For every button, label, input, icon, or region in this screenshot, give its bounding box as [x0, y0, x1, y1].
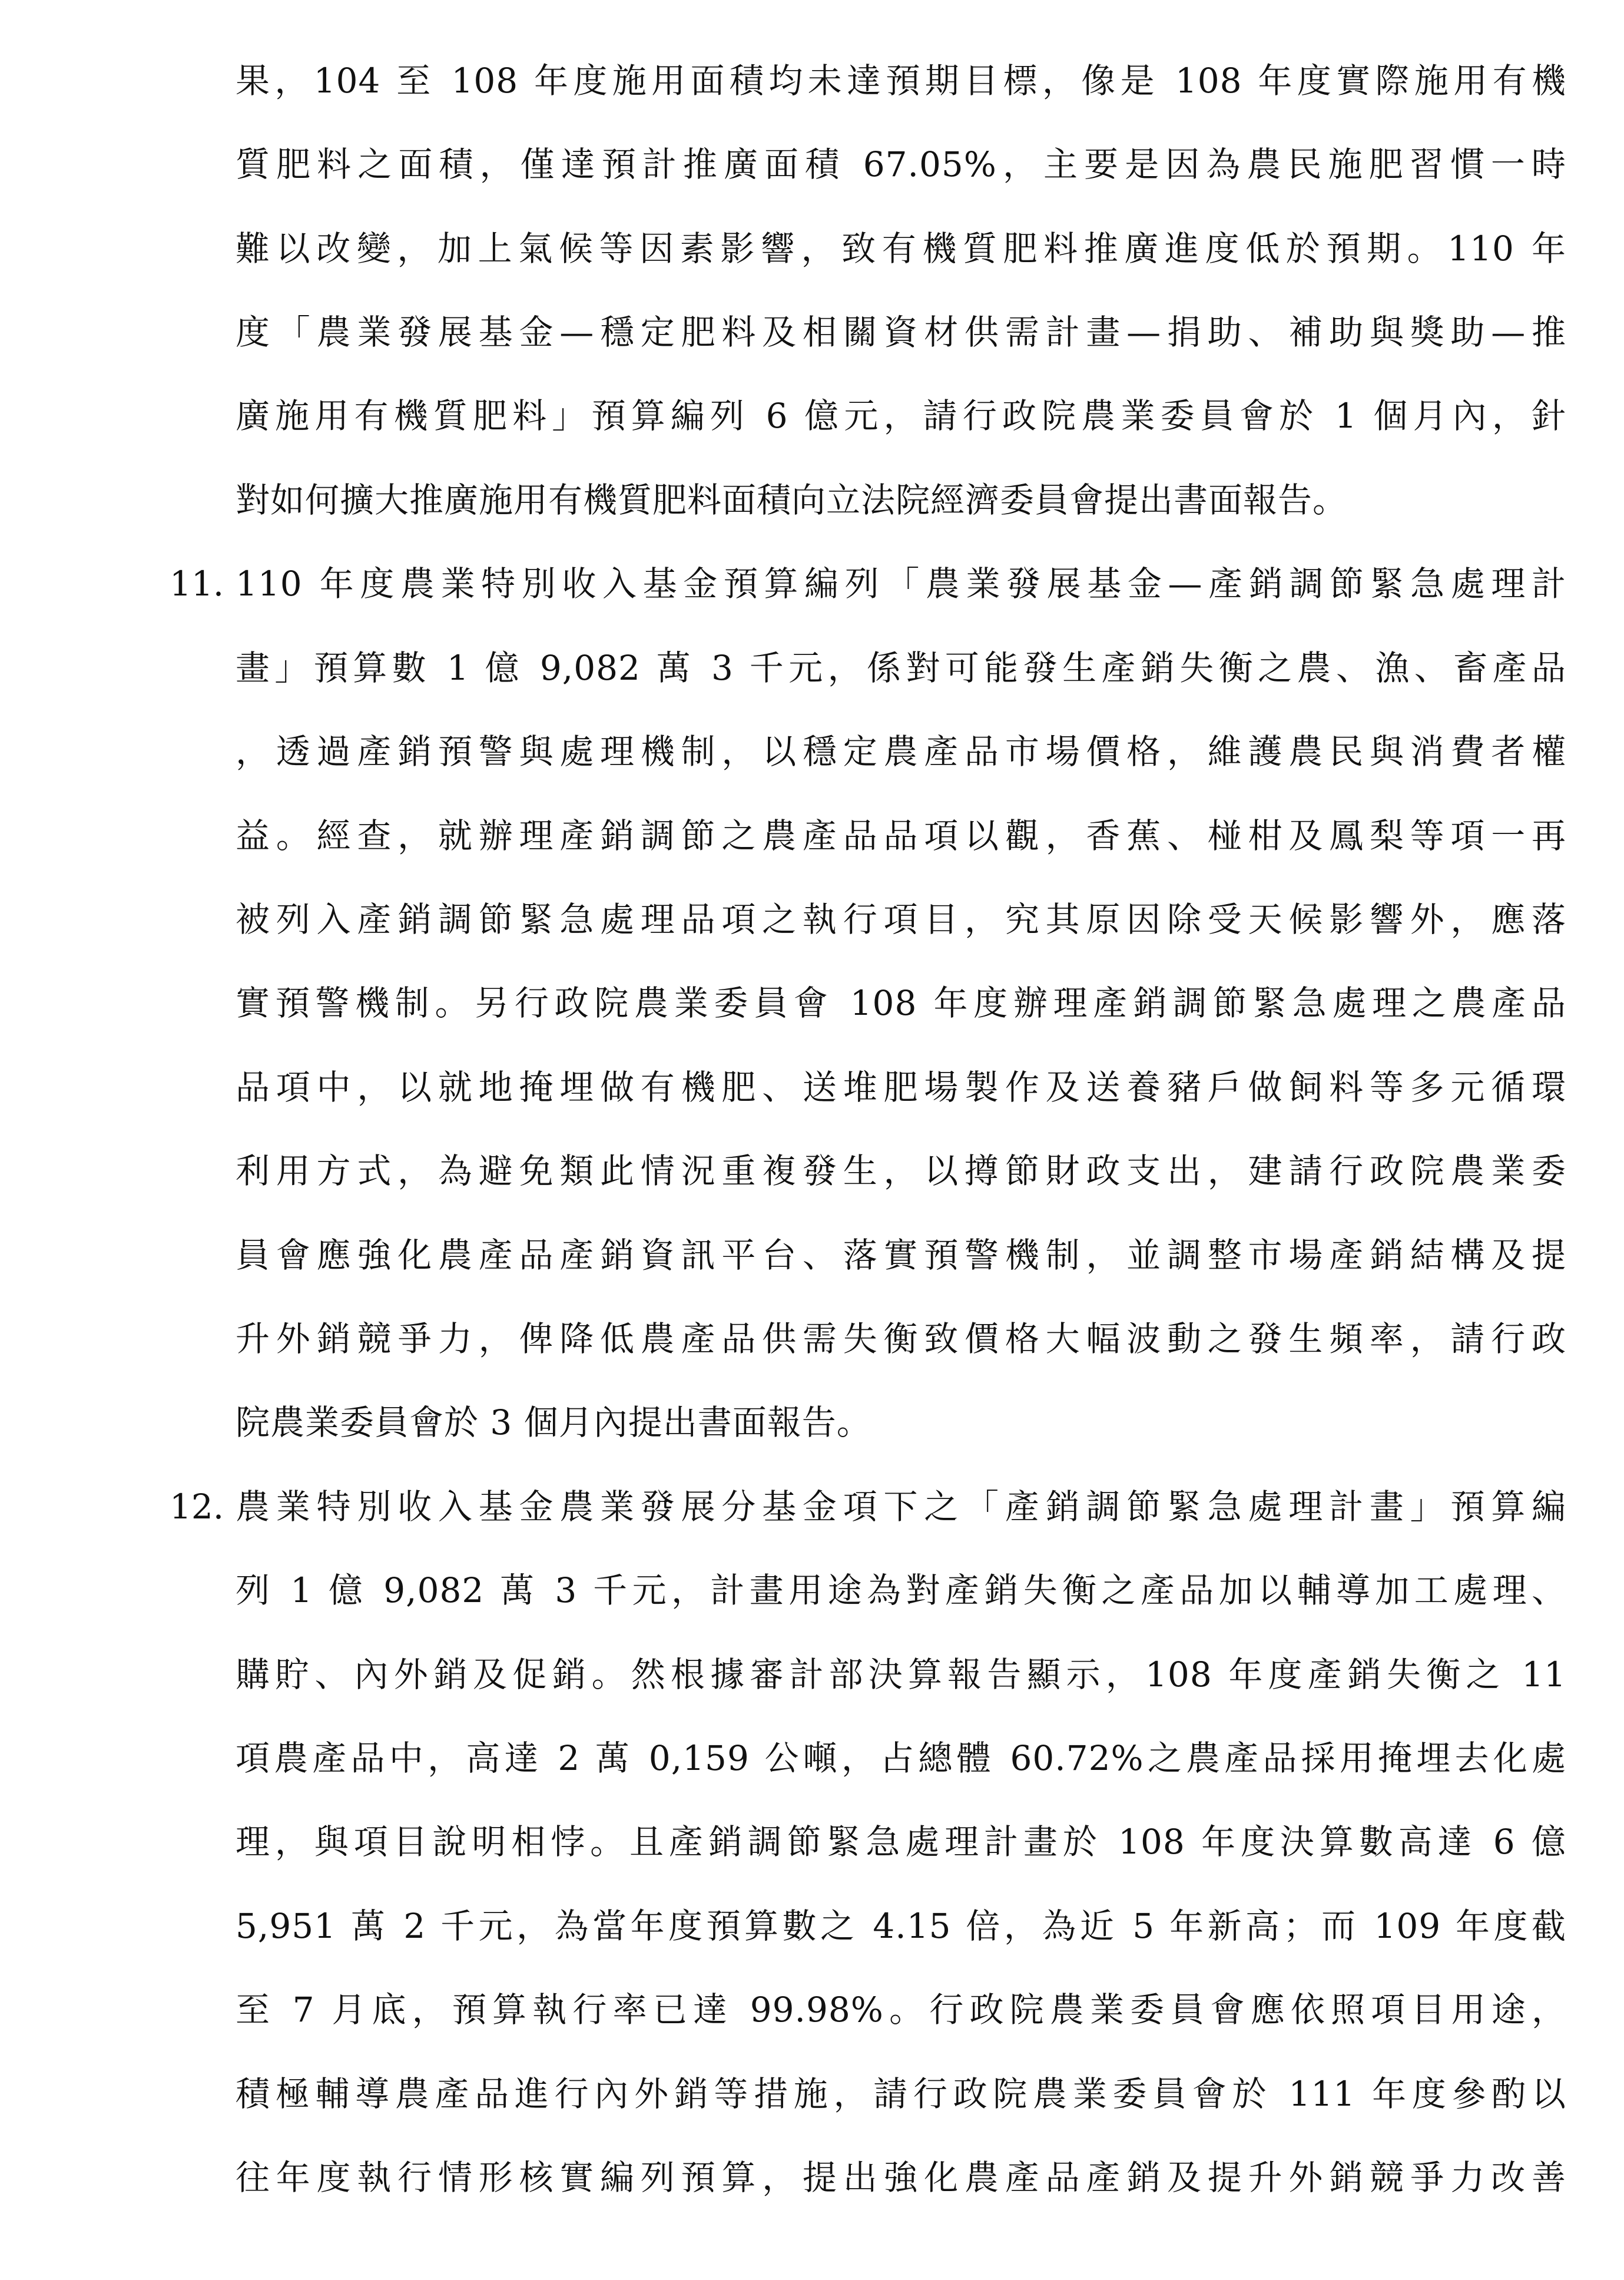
item-12-line: 項農產品中，高達 2 萬 0,159 公噸，占總體 60.72%之農產品採用掩埋去化處 — [236, 1738, 1566, 1778]
item-number: 12. — [170, 1487, 224, 1527]
item-11-line: 院農業委員會於 3 個月內提出書面報告。 — [236, 1402, 871, 1442]
item-11-line: 員會應強化農產品產銷資訊平台、落實預警機制，並調整市場產銷結構及提 — [236, 1235, 1566, 1275]
item-number: 11. — [170, 564, 224, 604]
item-12-line: 積極輔導農產品進行內外銷等措施，請行政院農業委員會於 111 年度參酌以 — [236, 2074, 1566, 2114]
item-12-line: 5,951 萬 2 千元，為當年度預算數之 4.15 倍，為近 5 年新高；而 109 年度截 — [236, 1906, 1566, 1946]
paragraph-line: 對如何擴大推廣施用有機質肥料面積向立法院經濟委員會提出書面報告。 — [236, 480, 1348, 520]
item-12-line: 農業特別收入基金農業發展分基金項下之「產銷調節緊急處理計畫」預算編 — [236, 1487, 1566, 1527]
item-11-line: 110 年度農業特別收入基金預算編列「農業發展基金—產銷調節緊急處理計 — [236, 564, 1566, 604]
item-11-line: 實預警機制。另行政院農業委員會 108 年度辦理產銷調節緊急處理之農產品 — [236, 983, 1566, 1023]
paragraph-line: 難以改變，加上氣候等因素影響，致有機質肥料推廣進度低於預期。110 年 — [236, 229, 1566, 269]
item-11-line: 被列入產銷調節緊急處理品項之執行項目，究其原因除受天候影響外，應落 — [236, 899, 1566, 939]
paragraph-line: 廣施用有機質肥料」預算編列 6 億元，請行政院農業委員會於 1 個月內，針 — [236, 396, 1566, 436]
paragraph-line: 果，104 至 108 年度施用面積均未達預期目標，像是 108 年度實際施用有機 — [236, 61, 1566, 101]
item-11-line: 畫」預算數 1 億 9,082 萬 3 千元，係對可能發生產銷失衡之農、漁、畜產品 — [236, 648, 1566, 688]
item-11-line: 品項中，以就地掩埋做有機肥、送堆肥場製作及送養豬戶做飼料等多元循環 — [236, 1067, 1566, 1107]
paragraph-line: 質肥料之面積，僅達預計推廣面積 67.05%，主要是因為農民施肥習慣一時 — [236, 144, 1566, 184]
item-12-line: 理，與項目說明相悖。且產銷調節緊急處理計畫於 108 年度決算數高達 6 億 — [236, 1822, 1566, 1862]
item-11-line: 利用方式，為避免類此情況重複發生，以撙節財政支出，建請行政院農業委 — [236, 1151, 1566, 1191]
item-11-line: ，透過產銷預警與處理機制，以穩定農產品市場價格，維護農民與消費者權 — [236, 732, 1566, 772]
item-12-line: 列 1 億 9,082 萬 3 千元，計畫用途為對產銷失衡之產品加以輔導加工處理、 — [236, 1570, 1566, 1610]
item-12-line: 往年度執行情形核實編列預算，提出強化農產品產銷及提升外銷競爭力改善 — [236, 2157, 1566, 2198]
item-11-line: 升外銷競爭力，俾降低農產品供需失衡致價格大幅波動之發生頻率，請行政 — [236, 1319, 1566, 1359]
item-12-line: 購貯、內外銷及促銷。然根據審計部決算報告顯示，108 年度產銷失衡之 11 — [236, 1654, 1566, 1695]
item-12-line: 至 7 月底，預算執行率已達 99.98%。行政院農業委員會應依照項目用途， — [236, 1990, 1566, 2030]
paragraph-line: 度「農業發展基金—穩定肥料及相關資材供需計畫—捐助、補助與獎助—推 — [236, 312, 1566, 352]
item-11-line: 益。經查，就辦理產銷調節之農產品品項以觀，香蕉、椪柑及鳳梨等項一再 — [236, 816, 1566, 856]
